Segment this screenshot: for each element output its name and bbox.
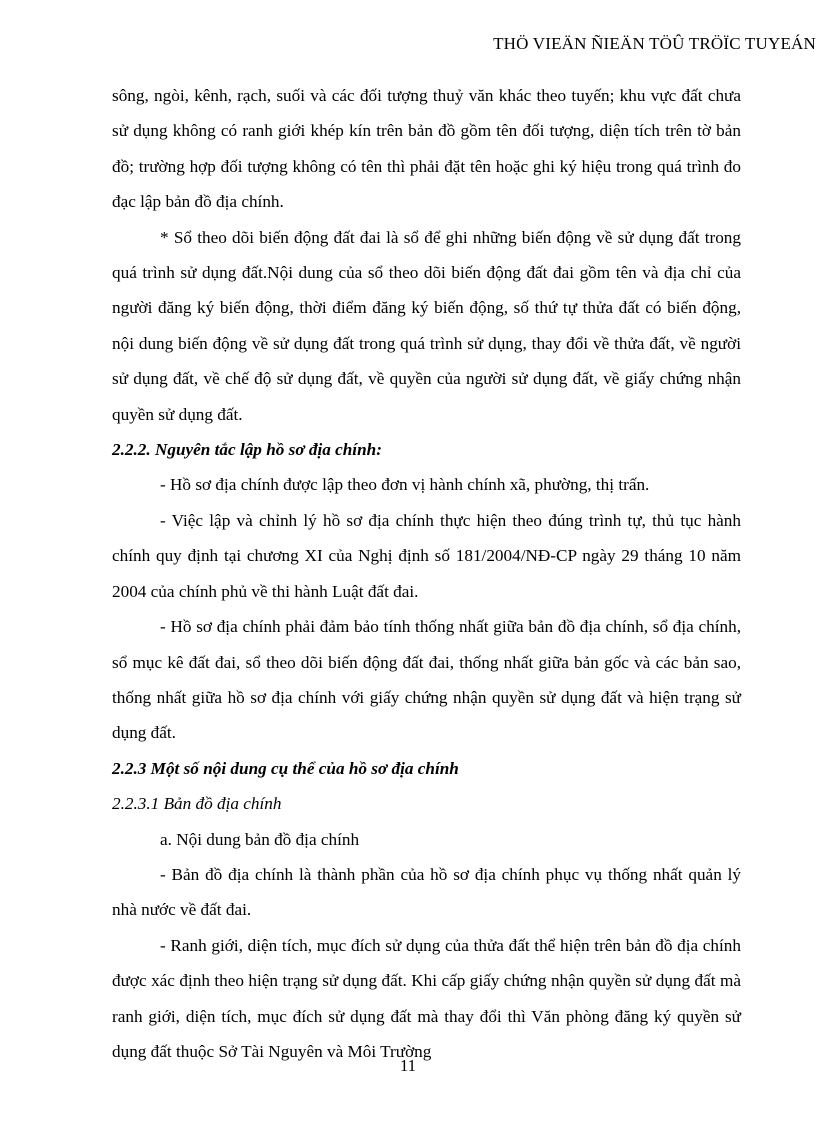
list-item: - Hồ sơ địa chính phải đảm bảo tính thống nhất giữa bản đồ địa chính, sổ địa chính, sổ mục kê đất đai, sổ theo dõi biến động đất đai, thống nhất giữa bản gốc và các bản sao, thống nhất giữa hồ sơ địa chính với giấy chứng nhận quyền sử dụng đất và hiện trạng sử dụng đất.	[112, 617, 741, 743]
paragraph-continuation: sông, ngòi, kênh, rạch, suối và các đối tượng thuỷ văn khác theo tuyến; khu vực đất chưa sử dụng không có ranh giới khép kín trên bản đồ gồm tên đối tượng, diện tích trên tờ bản đồ; trường hợp đối tượng không có tên thì phải đặt tên hoặc ghi ký hiệu trong quá trình đo đạc lập bản đồ địa chính.	[112, 86, 741, 212]
list-item: - Hồ sơ địa chính được lập theo đơn vị hành chính xã, phường, thị trấn.	[160, 475, 650, 495]
document-body	[112, 78, 741, 1069]
list-item: - Bản đồ địa chính là thành phần của hồ sơ địa chính phục vụ thống nhất quản lý nhà nước về đất đai.	[112, 864, 741, 920]
heading-2-2-3: 2.2.3 Một số nội dung cụ thể của hồ sơ địa chính	[112, 758, 459, 778]
subheading-a: a. Nội dung bản đồ địa chính	[160, 829, 360, 849]
heading-2-2-3-1: 2.2.3.1 Bản đồ địa chính	[112, 794, 282, 814]
page-header: THÖ VIEÄN ÑIEÄN TÖÛ TRÖÏC TUYEÁN	[493, 34, 816, 53]
list-item: - Ranh giới, diện tích, mục đích sử dụng của thửa đất thể hiện trên bản đồ địa chính được xác định theo hiện trạng sử dụng đất. Khi cấp giấy chứng nhận quyền sử dụng đất mà ranh giới, diện tích, mục đích sử dụng đất mà thay đổi thì Văn phòng đăng ký quyền sử dụng đất thuộc Sở Tài Nguyên và Môi Trường	[112, 935, 741, 1061]
page-number: 11	[399, 1056, 417, 1075]
list-item: - Việc lập và chỉnh lý hồ sơ địa chính thực hiện theo đúng trình tự, thủ tục hành chính quy định tại chương XI của Nghị định số 181/2004/NĐ-CP ngày 29 tháng 10 năm 2004 của chính phủ về thi hành Luật đất đai.	[112, 510, 741, 601]
paragraph-so-theo-doi: * Sổ theo dõi biến động đất đai là sổ để ghi những biến động về sử dụng đất trong quá trình sử dụng đất.Nội dung của sổ theo dõi biến động đất đai gồm tên và địa chỉ của người đăng ký biến động, thời điểm đăng ký biến động, số thứ tự thửa đất có biến động, nội dung biến động về sử dụng đất trong quá trình sử dụng, thay đổi về thửa đất, về người sử dụng đất, về chế độ sử dụng đất, về quyền của người sử dụng đất, về giấy chứng nhận quyền sử dụng đất.	[112, 227, 741, 424]
heading-2-2-2: 2.2.2. Nguyên tắc lập hồ sơ địa chính:	[112, 440, 382, 460]
